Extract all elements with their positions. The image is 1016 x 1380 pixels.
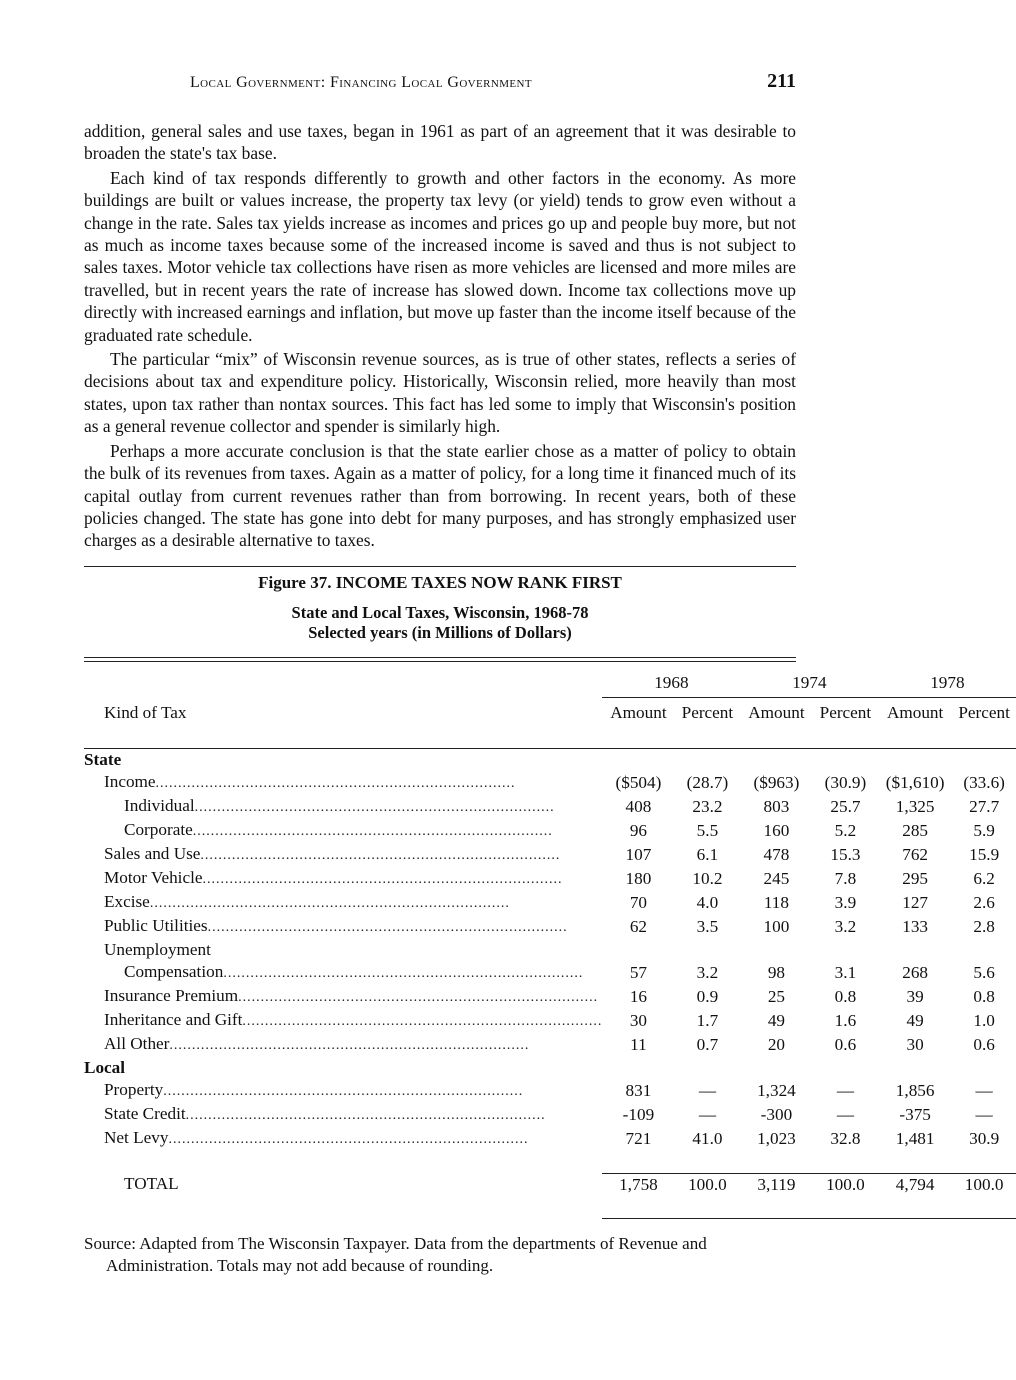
row-label-cell (84, 795, 602, 819)
figure-subtitle (84, 603, 796, 643)
table-row (84, 795, 1016, 819)
row-label: Corporate (124, 819, 193, 839)
table-row (84, 939, 1016, 961)
table-row (84, 1103, 1016, 1127)
table-cell: 30.9 (969, 1128, 1000, 1148)
dot-leader: ................................................................................ (168, 1131, 529, 1147)
dot-leader: ................................................................................ (207, 919, 568, 935)
table-cell: 5.2 (834, 820, 857, 840)
total-cell: 100.0 (964, 1174, 1004, 1194)
table-cell: 20 (767, 1034, 786, 1054)
row-label-cell (84, 939, 602, 961)
section-row (84, 748, 1016, 771)
table-cell: 1,324 (757, 1080, 796, 1100)
dot-leader: ................................................................................ (242, 1013, 603, 1029)
table-cell (812, 939, 878, 961)
row-label: Individual (124, 795, 195, 815)
dot-leader: ................................................................................ (192, 823, 553, 839)
paragraph: addition, general sales and use taxes, began in 1961 as part of an agreement that it was desirable to broaden the state's tax base. (84, 121, 796, 164)
table-cell (602, 939, 674, 961)
table-cell: 118 (763, 892, 789, 912)
page (84, 70, 1010, 1277)
table-cell: 408 (625, 796, 652, 816)
table-cell: 100 (763, 916, 790, 936)
row-label: State Credit (104, 1103, 186, 1123)
page-number: 211 (767, 70, 796, 92)
row-label: Insurance Premium (104, 985, 239, 1005)
table-cell: ($1,610) (885, 772, 945, 792)
row-label-cell (84, 1033, 602, 1057)
table-cell: 285 (902, 820, 929, 840)
table-bottom-rule (84, 1196, 1016, 1219)
source-note: Source: Adapted from The Wisconsin Taxpayer. Data from the departments of Revenue and Administration. Totals may not add because of rounding. (84, 1233, 707, 1275)
table-row (84, 1033, 1016, 1057)
running-head: Local Government: Financing Local Government (190, 74, 532, 91)
paragraph: The particular “mix” of Wisconsin revenue sources, as is true of other states, reflects a series of decisions about tax and expenditure policy. Historically, Wisconsin relied, more heavily than most states, upon tax rather than nontax sources. This fact has led some to imply that Wisconsin's position as a general revenue collector and spender is similarly high. (84, 349, 796, 437)
dot-leader: ................................................................................ (223, 965, 584, 981)
table-cell: 3.2 (696, 962, 719, 982)
row-label-cell (84, 915, 602, 939)
row-label-cell (84, 1127, 602, 1151)
paragraph: Each kind of tax responds differently to growth and other factors in the economy. As more buildings are built or values increase, the property tax levy (or yield) tends to grow even without a change in the rate. Sales tax yields increase as incomes and prices go up and people buy more, but not as much as income taxes because some of the increased income is saved and thus is not subject to sales taxes. Motor vehicle tax collections have risen as more vehicles are licensed and more miles are travelled, but in recent years the rate of increase has slowed down. Income tax collections move up directly with increased earnings and inflation, but move up faster than the income itself because of the graduated rate schedule. (84, 167, 796, 345)
header-rule (84, 726, 1016, 749)
row-label: Inheritance and Gift (104, 1009, 243, 1029)
table-cell: 15.9 (969, 844, 1000, 864)
row-label: All Other (104, 1033, 170, 1053)
table-cell: (30.9) (824, 772, 867, 792)
row-label-cell (84, 985, 602, 1009)
row-label-cell (84, 1009, 602, 1033)
table-cell: 39 (906, 986, 924, 1006)
table-cell: 5.6 (973, 962, 995, 982)
total-rule (84, 1151, 1016, 1174)
table-row (84, 867, 1016, 891)
section-row (84, 1057, 1016, 1079)
row-label-cell (84, 843, 602, 867)
amount-header: Amount (610, 702, 667, 722)
table-cell: 5.9 (973, 820, 995, 840)
table-cell: 62 (629, 916, 648, 936)
table-row (84, 915, 1016, 939)
table-cell: 1,856 (895, 1080, 935, 1100)
table-cell: 5.5 (696, 820, 719, 840)
table-cell: 49 (767, 1010, 786, 1030)
dot-leader: ................................................................................ (202, 871, 563, 887)
table-cell: 127 (902, 892, 929, 912)
table-cell: 98 (767, 962, 786, 982)
dot-leader: ................................................................................ (200, 847, 561, 863)
table-row (84, 819, 1016, 843)
table-cell: 180 (625, 868, 652, 888)
column-header-row (84, 698, 1016, 726)
kind-header: Kind of Tax (104, 702, 187, 722)
row-label-cell (84, 961, 602, 985)
table-cell: 478 (763, 844, 790, 864)
row-label: Net Levy (104, 1127, 169, 1147)
table-cell: -375 (899, 1104, 931, 1124)
row-label: Property (104, 1079, 164, 1099)
figure-subtitle-line: State and Local Taxes, Wisconsin, 1968-78 (291, 602, 589, 622)
table-cell: 3.5 (696, 916, 719, 936)
row-label-cell (84, 867, 602, 891)
table-cell: (28.7) (686, 772, 729, 792)
table-cell: 1,325 (895, 796, 935, 816)
table-cell: 15.3 (830, 844, 861, 864)
total-cell: 4,794 (895, 1174, 935, 1194)
body-text (84, 120, 796, 552)
row-label: Unemployment (104, 939, 211, 959)
table-cell: 2.6 (973, 892, 995, 912)
table-cell: 1.0 (973, 1010, 995, 1030)
table-cell: — (836, 1104, 855, 1124)
row-label-cell (84, 819, 602, 843)
table-row (84, 843, 1016, 867)
table-row (84, 1079, 1016, 1103)
table-cell: 107 (625, 844, 652, 864)
table-cell (674, 939, 740, 961)
table-cell: 11 (630, 1034, 647, 1054)
table-cell: (33.6) (963, 772, 1005, 792)
dot-leader: ................................................................................ (149, 895, 510, 911)
table-cell: 3.1 (834, 962, 857, 982)
table-cell: 25.7 (830, 796, 861, 816)
row-label: Income (104, 771, 156, 791)
table-row (84, 961, 1016, 985)
table-cell: 49 (906, 1010, 924, 1030)
table-cell: 831 (625, 1080, 652, 1100)
table-cell: 57 (629, 962, 648, 982)
table-cell: 0.6 (834, 1034, 857, 1054)
table-row (84, 1009, 1016, 1033)
total-cell: 3,119 (757, 1174, 796, 1194)
row-label-cell (84, 891, 602, 915)
table-cell: -109 (622, 1104, 655, 1124)
year-header: 1978 (878, 672, 1016, 698)
table-row (84, 985, 1016, 1009)
total-label: TOTAL (124, 1174, 179, 1194)
table-cell (878, 939, 951, 961)
table-row (84, 1127, 1016, 1151)
total-cell: 1,758 (619, 1174, 658, 1194)
tax-table (84, 668, 1016, 1219)
table-cell: 133 (902, 916, 929, 936)
percent-header: Percent (681, 702, 734, 722)
row-label: Sales and Use (104, 843, 201, 863)
percent-header: Percent (819, 702, 872, 722)
row-label-cell (84, 1079, 602, 1103)
table-cell: 16 (629, 986, 648, 1006)
table-cell: 803 (763, 796, 790, 816)
table-cell: 30 (906, 1034, 924, 1054)
figure-title: Figure 37. INCOME TAXES NOW RANK FIRST (258, 572, 622, 592)
table-cell: 0.7 (696, 1034, 719, 1054)
table-cell: 295 (902, 868, 929, 888)
table-top-rule (84, 657, 796, 662)
row-label-cell (84, 771, 602, 795)
table-cell: 0.6 (973, 1034, 995, 1054)
table-cell: 7.8 (834, 868, 857, 888)
dot-leader: ................................................................................ (238, 989, 599, 1005)
row-label: Compensation (124, 961, 224, 981)
table-cell: — (836, 1080, 855, 1100)
table-cell: 0.8 (973, 986, 995, 1006)
table-cell: 245 (763, 868, 790, 888)
total-cell: 100.0 (688, 1174, 727, 1194)
table-row (84, 771, 1016, 795)
table-cell: 1,481 (895, 1128, 935, 1148)
table-cell: 25 (767, 986, 786, 1006)
total-cell: 100.0 (826, 1174, 865, 1194)
dot-leader: ................................................................................ (169, 1037, 530, 1053)
table-cell: 3.9 (834, 892, 857, 912)
table-cell: 6.2 (973, 868, 995, 888)
year-header: 1974 (740, 672, 878, 698)
page-header (84, 70, 796, 100)
percent-header: Percent (958, 702, 1010, 722)
table-cell: — (698, 1104, 717, 1124)
table-cell: 96 (629, 820, 648, 840)
section-label: State (84, 749, 122, 769)
table-cell (952, 939, 1016, 961)
dot-leader: ................................................................................ (194, 799, 555, 815)
table-cell: 2.8 (973, 916, 995, 936)
table-cell: 10.2 (692, 868, 723, 888)
table-cell: 6.1 (696, 844, 719, 864)
table-cell: 762 (902, 844, 929, 864)
table-cell (740, 939, 812, 961)
table-cell: — (975, 1080, 993, 1100)
amount-header: Amount (748, 702, 805, 722)
table-cell: 268 (902, 962, 929, 982)
row-label: Excise (104, 891, 150, 911)
divider (84, 566, 796, 567)
table-cell: ($963) (753, 772, 800, 792)
table-cell: 23.2 (692, 796, 723, 816)
table-cell: — (698, 1080, 717, 1100)
table-cell: 1,023 (757, 1128, 796, 1148)
table-cell: 1.7 (696, 1010, 719, 1030)
table-cell: 30 (629, 1010, 648, 1030)
table-cell: 27.7 (969, 796, 1000, 816)
table-cell: ($504) (615, 772, 662, 792)
figure-subtitle-line: Selected years (in Millions of Dollars) (308, 622, 572, 642)
row-label: Motor Vehicle (104, 867, 203, 887)
table-cell: 721 (625, 1128, 652, 1148)
total-row (84, 1173, 1016, 1196)
amount-header: Amount (886, 702, 944, 722)
table-cell: 160 (763, 820, 790, 840)
table-cell: -300 (760, 1104, 793, 1124)
table-cell: 1.6 (834, 1010, 857, 1030)
paragraph: Perhaps a more accurate conclusion is that the state earlier chose as a matter of policy to obtain the bulk of its revenues from taxes. Again as a matter of policy, for a long time it financed much of its capital outlay from current revenues rather than from borrowing. In recent years, both of these policies changed. The state has gone into debt for many purposes, and has strongly emphasized user charges as a desirable alternative to taxes. (84, 440, 796, 551)
section-label: Local (84, 1057, 126, 1077)
table-cell: 0.9 (696, 986, 719, 1006)
row-label-cell (84, 1103, 602, 1127)
dot-leader: ................................................................................ (155, 775, 516, 791)
tax-table-body (84, 668, 1016, 1219)
table-cell: 32.8 (830, 1128, 861, 1148)
dot-leader: ................................................................................ (163, 1083, 524, 1099)
table-cell: 70 (629, 892, 648, 912)
table-cell: 3.2 (834, 916, 857, 936)
dot-leader: ................................................................................ (185, 1107, 546, 1123)
table-cell: — (975, 1104, 993, 1124)
table-cell: 4.0 (696, 892, 719, 912)
row-label: Public Utilities (104, 915, 208, 935)
year-header-row (84, 668, 1016, 698)
table-cell: 41.0 (692, 1128, 723, 1148)
table-cell: 0.8 (834, 986, 857, 1006)
year-header: 1968 (602, 672, 740, 698)
table-row (84, 891, 1016, 915)
